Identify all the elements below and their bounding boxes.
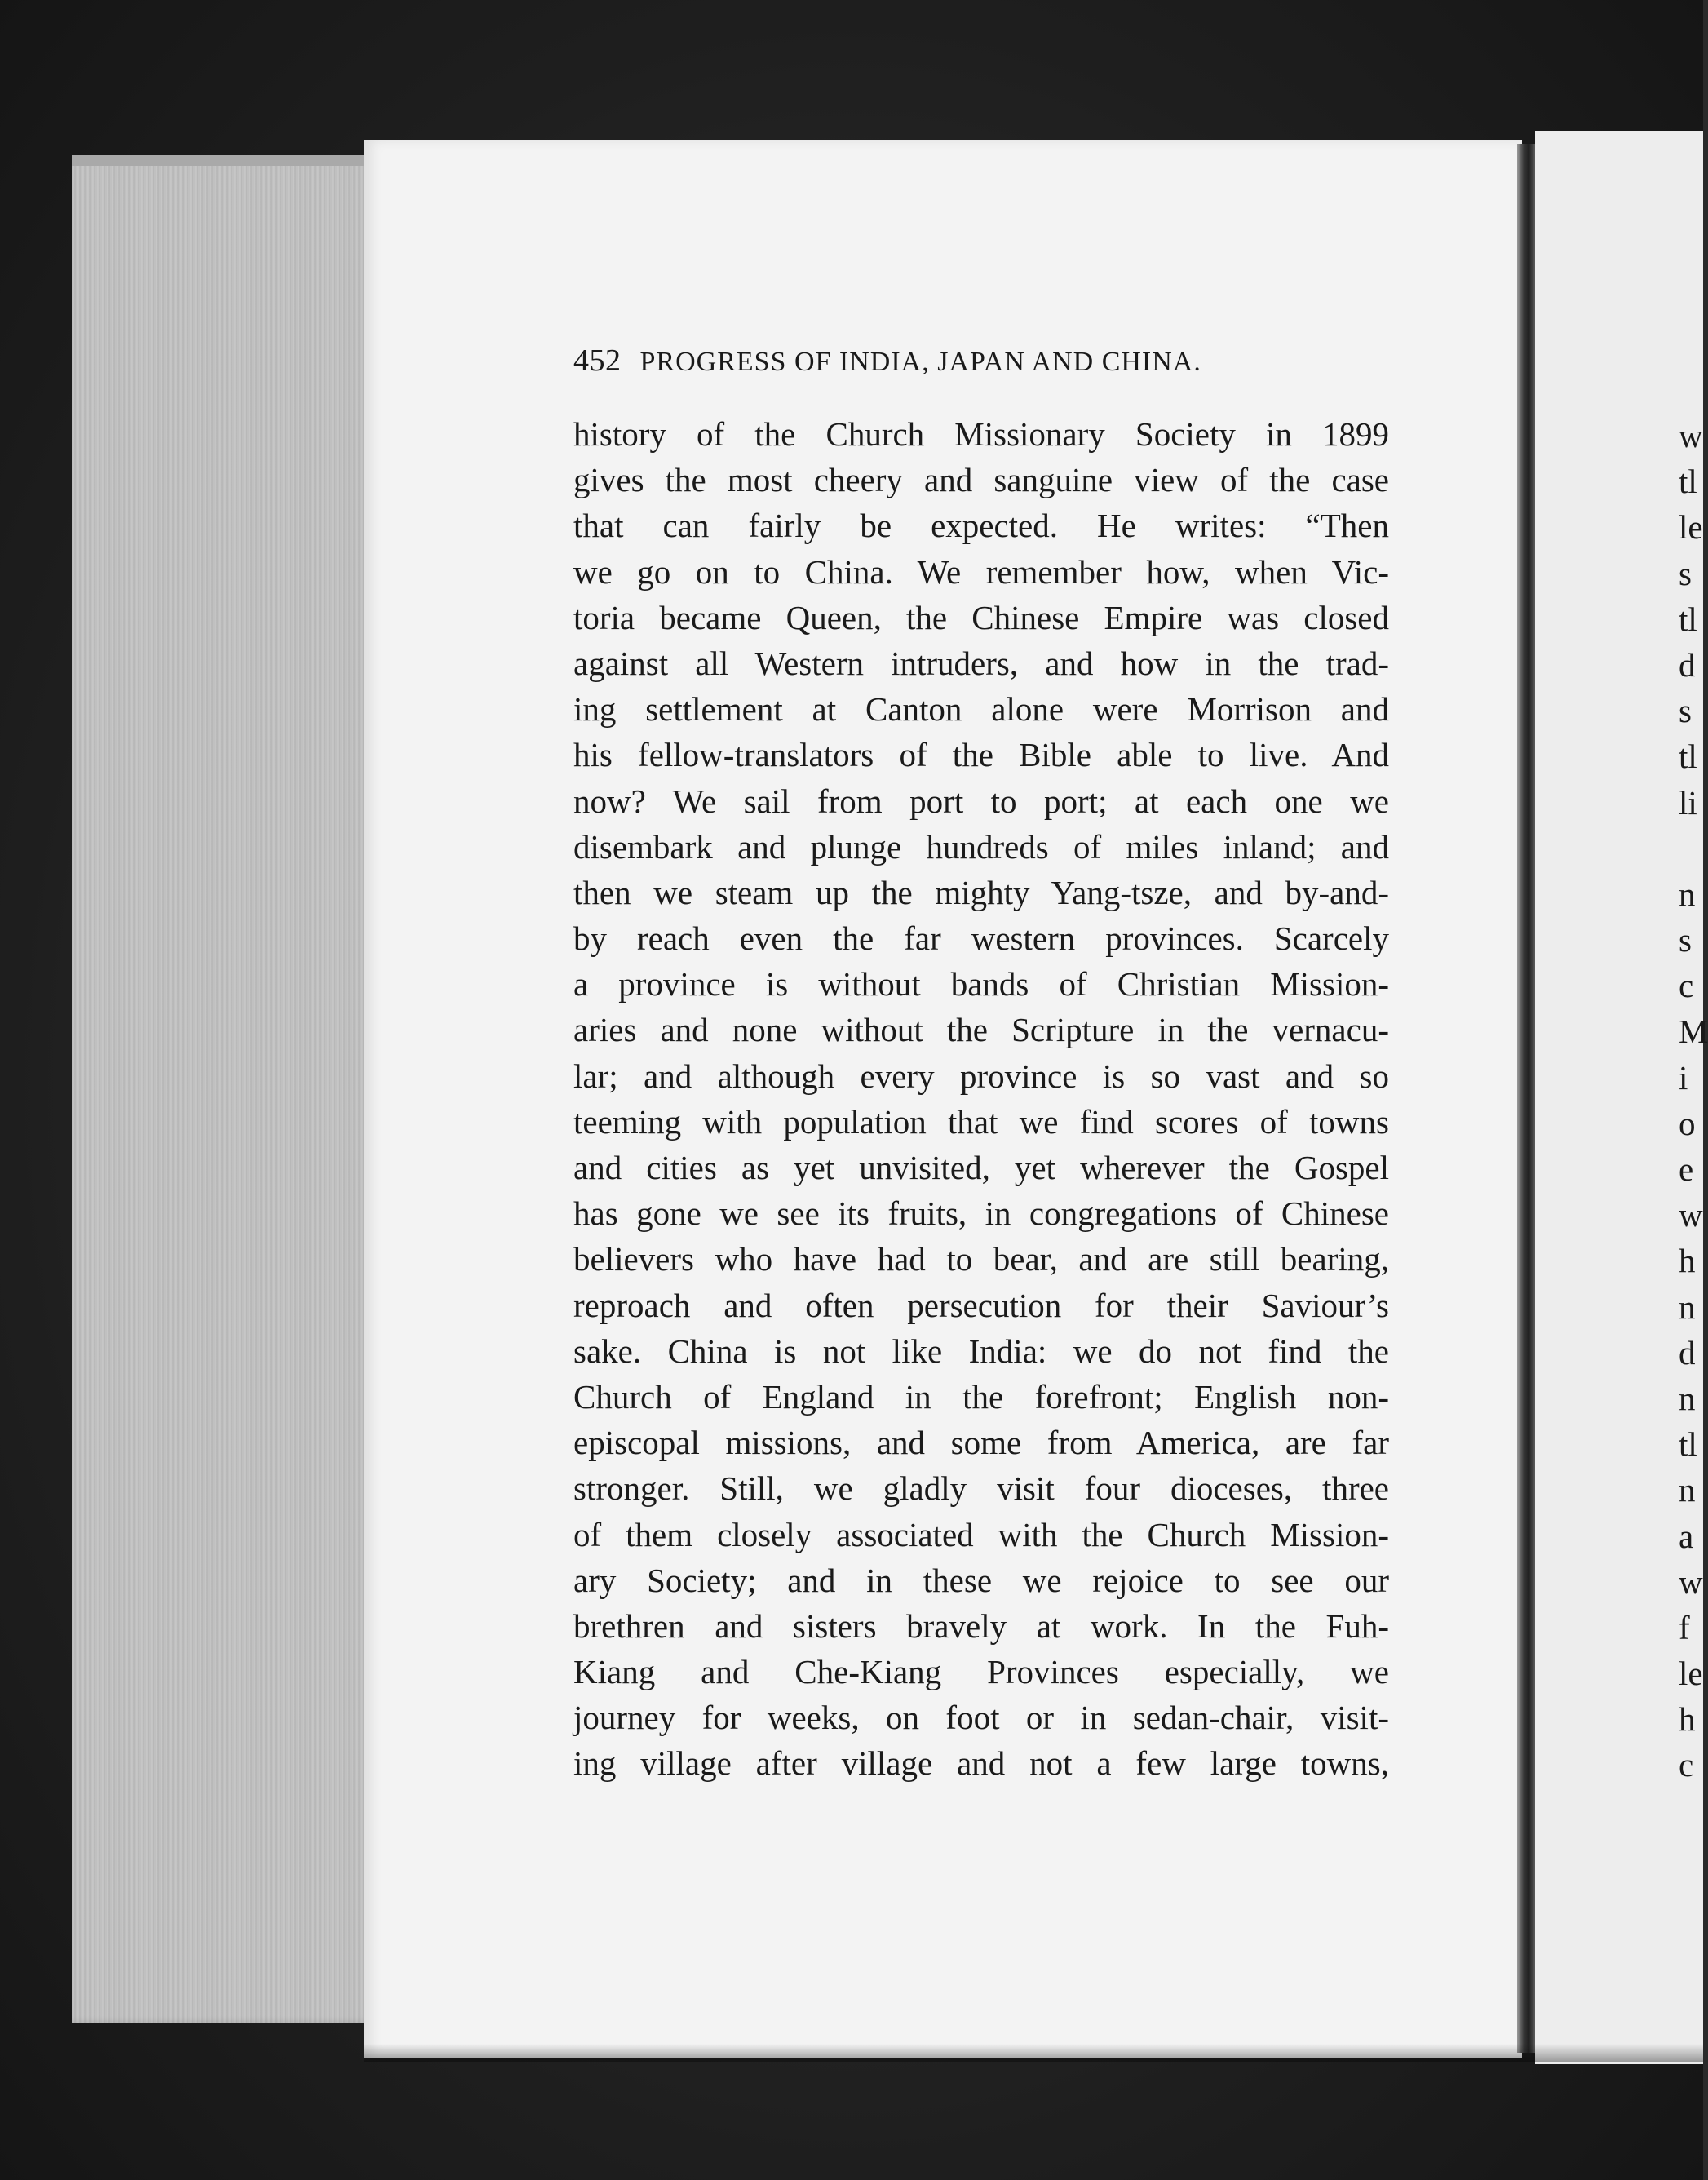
facing-line-fragment: n (1679, 1287, 1696, 1326)
facing-line-fragment: le (1679, 508, 1703, 547)
running-head-title: PROGRESS OF INDIA, JAPAN AND CHINA. (639, 347, 1201, 377)
body-line: reproach and often persecution for their Saviour’s (573, 1286, 1389, 1324)
facing-line-fragment: d (1679, 645, 1696, 684)
page-number: 452 (573, 343, 622, 378)
facing-line-fragment: h (1679, 1242, 1696, 1280)
facing-line-fragment: e (1679, 1150, 1694, 1188)
body-line: of them closely associated with the Church Mission- (573, 1515, 1389, 1553)
facing-line-fragment: M (1679, 1012, 1708, 1051)
body-line: aries and none without the Scripture in the vernacu- (573, 1011, 1389, 1049)
facing-line-fragment: s (1679, 554, 1692, 592)
body-line: ing village after village and not a few large towns, (573, 1744, 1389, 1783)
body-line: toria became Queen, the Chinese Empire was closed (573, 598, 1389, 636)
facing-line-fragment: n (1679, 1379, 1696, 1417)
body-line: we go on to China. We remember how, when Vic- (573, 552, 1389, 591)
facing-paragraph-gap (1679, 826, 1708, 871)
body-line: journey for weeks, on foot or in sedan-chair, visit- (573, 1699, 1389, 1737)
facing-line-fragment: w (1679, 417, 1703, 454)
facing-line-fragment: o (1679, 1104, 1696, 1142)
facing-line-fragment: tl (1679, 738, 1697, 776)
body-line: a province is without bands of Christian Mission- (573, 965, 1389, 1004)
body-line: against all Western intruders, and how in the trad- (573, 644, 1389, 682)
body-line: disembark and plunge hundreds of miles inland; and (573, 827, 1389, 866)
body-line: ing settlement at Canton alone were Morrison and (573, 690, 1389, 729)
body-line: gives the most cheery and sanguine view of the case (573, 461, 1389, 499)
running-head (573, 343, 1389, 383)
facing-line-fragment: i (1679, 1058, 1688, 1097)
facing-line-fragment: d (1679, 1333, 1696, 1371)
facing-line-fragment: h (1679, 1700, 1696, 1739)
body-line: lar; and although every province is so vast and so (573, 1057, 1389, 1095)
body-line: Church of England in the forefront; English non- (573, 1377, 1389, 1416)
facing-line-fragment: le (1679, 1655, 1703, 1693)
book-page-edges-top (72, 155, 374, 166)
body-line: then we steam up the mighty Yang-tsze, and by-and- (573, 873, 1389, 911)
facing-line-fragment: c (1679, 1746, 1694, 1784)
facing-line-fragment: w (1679, 1196, 1703, 1234)
body-line: sake. China is not like India: we do not find the (573, 1331, 1389, 1370)
facing-line-fragment: n (1679, 875, 1696, 913)
body-line: has gone we see its fruits, in congregations of Chinese (573, 1194, 1389, 1233)
book-gutter (1517, 144, 1535, 2053)
body-line: his fellow-translators of the Bible able to live. And (573, 736, 1389, 774)
body-line: episcopal missions, and some from America, are far (573, 1424, 1389, 1462)
facing-line-fragment: s (1679, 921, 1692, 959)
facing-line-fragment: tl (1679, 463, 1697, 501)
facing-line-fragment: tl (1679, 1425, 1697, 1464)
body-line: brethren and sisters bravely at work. In the Fuh- (573, 1606, 1389, 1645)
body-line: teeming with population that we find scores of towns (573, 1102, 1389, 1141)
facing-line-fragment: f (1679, 1608, 1690, 1646)
left-page-text (573, 343, 1389, 1787)
body-line: now? We sail from port to port; at each one we (573, 782, 1389, 820)
body-line: and cities as yet unvisited, yet wherever the Gospel (573, 1149, 1389, 1186)
body-line: ary Society; and in these we rejoice to see our (573, 1561, 1389, 1599)
facing-line-fragment: li (1679, 783, 1697, 822)
body-line: stronger. Still, we gladly visit four dioceses, three (573, 1469, 1389, 1508)
book-page-edges (72, 155, 374, 2023)
facing-line-fragment: a (1679, 1517, 1694, 1555)
body-line: believers who have had to bear, and are still bearing, (573, 1240, 1389, 1278)
facing-line-fragment: tl (1679, 600, 1697, 638)
body-line: by reach even the far western provinces. Scarcely (573, 919, 1389, 958)
page-bottom-shadow (364, 2044, 1703, 2062)
body-line: that can fairly be expected. He writes: “Then (573, 507, 1389, 545)
facing-line-fragment: s (1679, 692, 1692, 730)
body-line: history of the Church Missionary Society in 1899 (573, 415, 1389, 453)
facing-line-fragment: w (1679, 1562, 1703, 1601)
facing-page-text-fragments (1679, 413, 1708, 1788)
facing-line-fragment: c (1679, 967, 1694, 1005)
facing-line-fragment: n (1679, 1471, 1696, 1509)
body-line: Kiang and Che-Kiang Provinces especially, we (573, 1653, 1389, 1691)
body-text (573, 411, 1389, 1787)
